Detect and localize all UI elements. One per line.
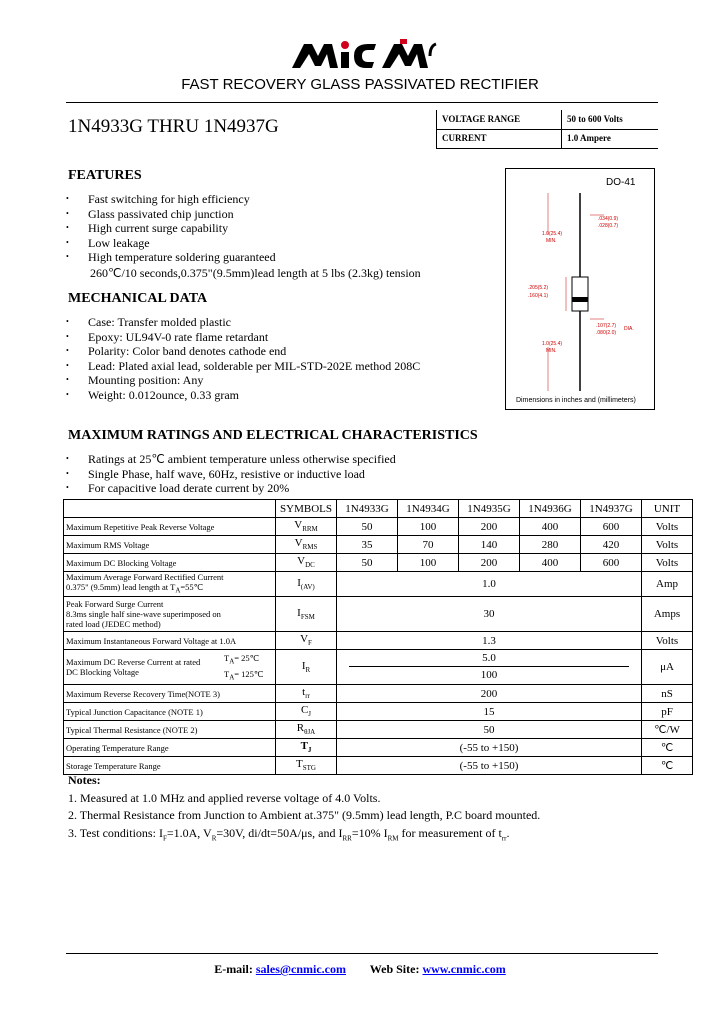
symbol-text: I — [297, 576, 301, 589]
symbol-sub: DC — [305, 561, 315, 570]
email-link[interactable]: sales@cnmic.com — [255, 962, 346, 976]
symbol-text: T — [296, 758, 303, 771]
value-cell: 30 — [337, 597, 642, 632]
table-row — [64, 721, 693, 739]
unit-cell: Amps — [642, 597, 693, 632]
value-cell: 200 — [459, 554, 520, 572]
param-text: =55℃ — [180, 582, 204, 593]
param-cell — [64, 597, 276, 632]
symbol-sub: θJA — [304, 728, 316, 737]
param-line: Maximum DC Reverse Current at rated — [66, 657, 201, 667]
spec-divider — [436, 148, 658, 149]
value-line: 100 — [480, 669, 498, 681]
dim-lead-min: MIN. — [546, 238, 557, 244]
spec-label: VOLTAGE RANGE — [442, 114, 521, 124]
value-cell: 400 — [520, 518, 581, 536]
value-cell: (-55 to +150) — [337, 739, 642, 757]
dim-body-dia-label: DIA. — [624, 326, 634, 332]
list-item: • Single Phase, half wave, 60Hz, resistive or inductive load — [66, 467, 396, 482]
note-sub: F — [162, 833, 167, 842]
value-cell: 200 — [459, 518, 520, 536]
value-cell: 280 — [520, 536, 581, 554]
table-row — [64, 632, 693, 650]
value-cell: 50 — [337, 518, 398, 536]
list-item: • Weight: 0.012ounce, 0.33 gram — [66, 388, 420, 403]
unit-cell: Amp — [642, 572, 693, 597]
list-item: • Lead: Plated axial lead, solderable per MIL-STD-202E method 208C — [66, 359, 420, 374]
unit-cell: Volts — [642, 518, 693, 536]
symbol-cell — [276, 554, 337, 572]
ratings-heading: MAXIMUM RATINGS AND ELECTRICAL CHARACTERISTICS — [68, 428, 478, 443]
dim-lead-dia-min: .028(0.7) — [598, 223, 619, 229]
ratings-table — [63, 499, 693, 775]
list-item: • Mounting position: Any — [66, 373, 420, 388]
value-cell: (-55 to +150) — [337, 757, 642, 775]
param-cell: Maximum Instantaneous Forward Voltage at 1.0A — [64, 632, 276, 650]
document-title: FAST RECOVERY GLASS PASSIVATED RECTIFIER — [181, 76, 539, 93]
header-cell: 1N4937G — [581, 500, 642, 518]
condition-sub: A — [229, 673, 235, 682]
unit-cell: ℃ — [642, 757, 693, 775]
spec-divider — [436, 129, 658, 130]
website-link[interactable]: www.cnmic.com — [422, 962, 506, 976]
symbol-sub: R — [305, 666, 311, 675]
list-item: • Case: Transfer molded plastic — [66, 315, 420, 330]
mechanical-heading: MECHANICAL DATA — [68, 291, 208, 306]
list-item: • Glass passivated chip junction — [66, 207, 276, 222]
symbol-sub: RMS — [302, 543, 318, 552]
unit-cell: Volts — [642, 554, 693, 572]
header-cell: UNIT — [642, 500, 693, 518]
note-sub: R — [211, 833, 217, 842]
package-diagram — [505, 168, 655, 410]
value-cell: 1.0 — [337, 572, 642, 597]
footer-rule — [66, 953, 658, 954]
condition-text: = 125℃ — [234, 669, 264, 679]
note-text: =1.0A, V — [166, 825, 212, 840]
note-item — [68, 825, 540, 848]
package-label: DO-41 — [606, 177, 636, 188]
param-cell: Operating Temperature Range — [64, 739, 276, 757]
note-text: 3. Test conditions: I — [68, 825, 163, 840]
email-label: E-mail: — [214, 962, 253, 976]
symbol-sub: F — [308, 639, 312, 648]
spec-value: 50 to 600 Volts — [567, 114, 623, 124]
symbol-cell — [276, 650, 337, 685]
unit-cell: Volts — [642, 536, 693, 554]
param-cell: Maximum DC Blocking Voltage — [64, 554, 276, 572]
value-cell: 200 — [337, 685, 642, 703]
symbol-text: V — [294, 537, 303, 550]
header-cell: 1N4933G — [337, 500, 398, 518]
value-cell: 400 — [520, 554, 581, 572]
value-cell — [337, 650, 642, 685]
value-cell: 70 — [398, 536, 459, 554]
symbol-text: T — [300, 740, 308, 753]
param-line — [66, 582, 273, 596]
list-item: • High temperature soldering guaranteed — [66, 250, 276, 265]
symbol-cell — [276, 721, 337, 739]
symbol-cell — [276, 739, 337, 757]
table-row — [64, 518, 693, 536]
unit-cell: ℃/W — [642, 721, 693, 739]
param-line: DC Blocking Voltage — [66, 667, 139, 677]
value-cell: 140 — [459, 536, 520, 554]
value-cell: 600 — [581, 518, 642, 536]
symbol-sub: rr — [305, 692, 310, 701]
condition-text: = 25℃ — [234, 653, 260, 663]
param-sub: A — [175, 586, 181, 595]
mechanical-list — [66, 315, 420, 403]
dim-lead-length: 1.0(25.4) — [542, 231, 563, 237]
header-cell-empty — [64, 500, 276, 518]
spec-row-current — [436, 129, 658, 148]
symbol-text: t — [302, 686, 306, 699]
value-cell: 100 — [398, 554, 459, 572]
header-cell: SYMBOLS — [276, 500, 337, 518]
dim-body-dia-max: .107(2.7) — [596, 323, 617, 329]
param-line: rated load (JEDEC method) — [66, 619, 161, 629]
spec-value: 1.0 Ampere — [567, 133, 611, 143]
notes-title: Notes: — [68, 773, 101, 787]
ratings-conditions — [66, 452, 396, 496]
features-list — [66, 192, 276, 265]
param-cell: Maximum RMS Voltage — [64, 536, 276, 554]
symbol-cell — [276, 632, 337, 650]
note-sub: RR — [342, 833, 352, 842]
symbol-cell — [276, 536, 337, 554]
header-cell: 1N4935G — [459, 500, 520, 518]
symbol-text: V — [294, 519, 303, 532]
unit-cell: pF — [642, 703, 693, 721]
symbol-sub: J — [307, 746, 312, 755]
symbol-sub: J — [308, 710, 312, 719]
header-cell: 1N4934G — [398, 500, 459, 518]
symbol-sub: (AV) — [300, 583, 315, 592]
param-cell — [64, 650, 276, 685]
company-logo — [288, 38, 438, 72]
value-cell: 15 — [337, 703, 642, 721]
dim-lead-length-bottom: 1.0(25.4) — [542, 341, 563, 347]
symbol-text: I — [301, 659, 306, 672]
symbol-cell — [276, 572, 337, 597]
symbol-sub: FSM — [300, 613, 315, 622]
part-number-title: 1N4933G THRU 1N4937G — [68, 116, 279, 137]
param-cell: Maximum Reverse Recovery Time(NOTE 3) — [64, 685, 276, 703]
website-label: Web Site: — [369, 962, 420, 976]
list-item: • For capacitive load derate current by 20% — [66, 481, 396, 496]
symbol-text: V — [300, 633, 309, 646]
spec-divider — [561, 110, 562, 148]
notes-section — [68, 772, 540, 847]
table-row — [64, 739, 693, 757]
list-item: • Ratings at 25℃ ambient temperature unless otherwise specified — [66, 452, 396, 467]
param-cell: Typical Junction Capacitance (NOTE 1) — [64, 703, 276, 721]
header-cell: 1N4936G — [520, 500, 581, 518]
symbol-text: R — [296, 722, 305, 735]
note-item: 1. Measured at 1.0 MHz and applied reverse voltage of 4.0 Volts. — [68, 790, 381, 805]
value-cell: 50 — [337, 721, 642, 739]
param-line: Peak Forward Surge Current — [66, 599, 164, 609]
param-text: 0.375" (9.5mm) lead length at T — [66, 582, 176, 593]
table-row — [64, 685, 693, 703]
table-header-row — [64, 500, 693, 518]
note-text: =30V, di/dt=50A/μs, and I — [216, 825, 343, 840]
table-row — [64, 650, 693, 685]
list-item: • Fast switching for high efficiency — [66, 192, 276, 207]
value-cell: 600 — [581, 554, 642, 572]
value-cell: 420 — [581, 536, 642, 554]
param-line: 8.3ms single half sine-wave superimposed on — [66, 609, 221, 619]
list-item: • Epoxy: UL94V-0 rate flame retardant — [66, 330, 420, 345]
symbol-cell — [276, 518, 337, 536]
spec-row-voltage — [436, 110, 658, 129]
condition-text: T — [224, 653, 230, 663]
table-row — [64, 554, 693, 572]
note-text: . — [506, 825, 510, 840]
spec-label: CURRENT — [442, 133, 487, 143]
list-item: • Low leakage — [66, 236, 276, 251]
condition-line — [224, 669, 263, 683]
note-sub: RM — [387, 833, 399, 842]
note-item: 2. Thermal Resistance from Junction to Ambient at.375" (9.5mm) lead length, P.C board mounted. — [68, 808, 541, 822]
table-row — [64, 572, 693, 597]
param-line: Maximum Average Forward Rectified Current — [66, 572, 224, 583]
value-cell: 50 — [337, 554, 398, 572]
symbol-cell — [276, 703, 337, 721]
symbol-cell — [276, 597, 337, 632]
param-cell: Maximum Repetitive Peak Reverse Voltage — [64, 518, 276, 536]
table-row — [64, 536, 693, 554]
symbol-cell — [276, 685, 337, 703]
spec-summary-box — [436, 110, 658, 148]
symbol-text: C — [300, 704, 309, 717]
param-cell: Typical Thermal Resistance (NOTE 2) — [64, 721, 276, 739]
value-cell: 100 — [398, 518, 459, 536]
table-row — [64, 703, 693, 721]
param-cell: Storage Temperature Range — [64, 757, 276, 775]
note-sub: rr — [501, 833, 507, 842]
features-heading: FEATURES — [68, 168, 142, 183]
dim-body-length-max: .205(5.2) — [528, 285, 549, 291]
symbol-sub: STG — [302, 764, 316, 773]
symbol-text: I — [297, 606, 301, 619]
dim-lead-min-bottom: MIN. — [546, 348, 557, 354]
condition-sub: A — [229, 657, 235, 666]
unit-cell: μA — [642, 650, 693, 685]
symbol-sub: RRM — [302, 525, 318, 534]
list-item: • Polarity: Color band denotes cathode end — [66, 344, 420, 359]
diagram-caption: Dimensions in inches and (millimeters) — [516, 397, 636, 404]
footer — [0, 962, 720, 977]
note-text: =10% I — [351, 825, 388, 840]
features-continuation: 260℃/10 seconds,0.375"(9.5mm)lead length at 5 lbs (2.3kg) tension — [90, 266, 421, 280]
condition-text: T — [224, 669, 230, 679]
value-cell: 1.3 — [337, 632, 642, 650]
title-rule — [66, 102, 658, 103]
dim-lead-dia-max: .034(0.9) — [598, 216, 619, 222]
table-row — [64, 597, 693, 632]
unit-cell: Volts — [642, 632, 693, 650]
dim-body-length-min: .160(4.1) — [528, 293, 549, 299]
value-line: 5.0 — [349, 650, 629, 667]
dim-body-dia-min: .080(2.0) — [596, 330, 617, 336]
note-text: for measurement of t — [398, 825, 502, 840]
unit-cell: nS — [642, 685, 693, 703]
list-item: • High current surge capability — [66, 221, 276, 236]
unit-cell: ℃ — [642, 739, 693, 757]
symbol-text: V — [297, 555, 306, 568]
condition-line — [224, 653, 259, 667]
spec-divider — [436, 110, 437, 148]
param-cell — [64, 572, 276, 597]
value-cell: 35 — [337, 536, 398, 554]
